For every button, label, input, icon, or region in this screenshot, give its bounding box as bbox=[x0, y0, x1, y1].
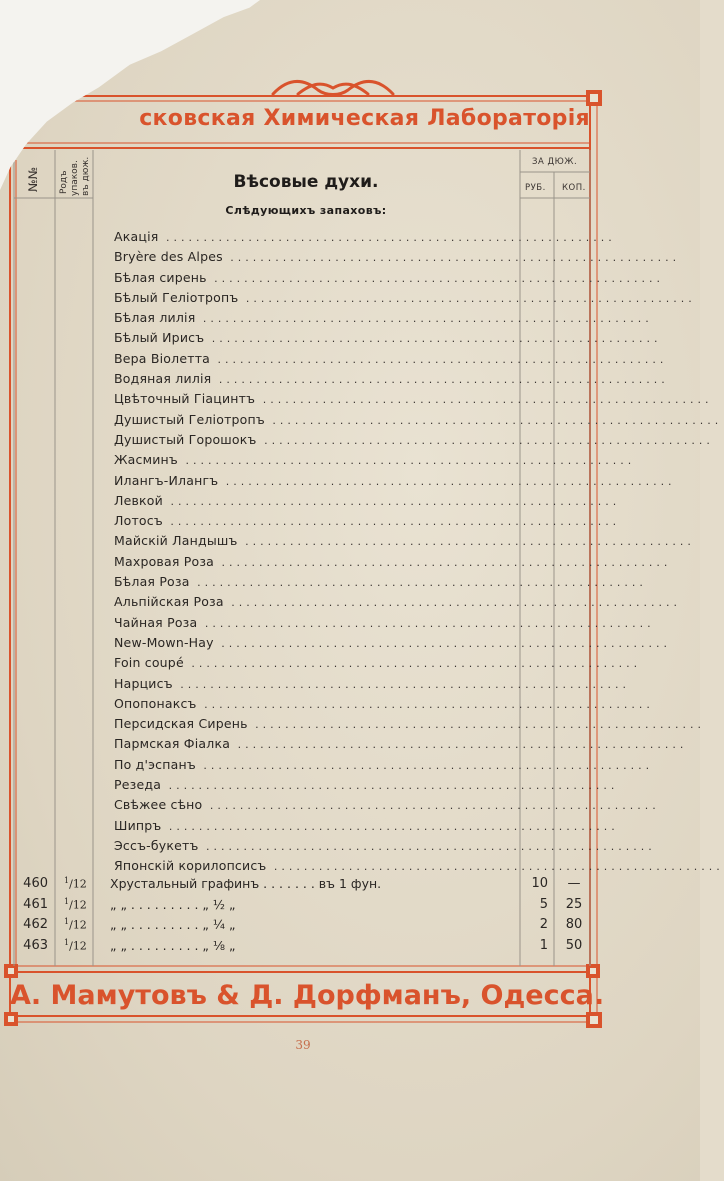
scent-item bbox=[114, 653, 642, 673]
scent-name: Альпійская Роза bbox=[114, 594, 224, 610]
column-pack-header-1: Родъ bbox=[59, 170, 69, 194]
scent-name: Персидская Сирень bbox=[114, 716, 248, 732]
scent-item bbox=[114, 572, 647, 592]
scent-item bbox=[114, 836, 656, 856]
scent-item bbox=[114, 389, 713, 409]
pack-denominator: 12 bbox=[72, 918, 87, 932]
dot-leader: ............................................................ bbox=[195, 758, 654, 772]
kop-header: КОП. bbox=[562, 183, 586, 193]
scent-list bbox=[114, 227, 724, 877]
scent-item bbox=[114, 247, 681, 267]
pack-numerator: 1 bbox=[64, 896, 70, 906]
item-description: „ „ . . . . . . . . . „ ¼ „ bbox=[110, 917, 236, 932]
scent-item bbox=[114, 328, 662, 348]
dot-leader: ............................................................ bbox=[195, 312, 653, 326]
dot-leader: ............................................................ bbox=[198, 839, 656, 853]
dot-leader: ............................................................ bbox=[230, 738, 688, 752]
scent-item bbox=[114, 714, 705, 734]
dot-leader: ............................................................ bbox=[177, 454, 636, 468]
scent-item bbox=[114, 471, 676, 491]
item-number: 460 bbox=[23, 876, 48, 891]
scent-item bbox=[114, 511, 621, 531]
item-pack-size: $^1$/12 bbox=[64, 937, 87, 953]
scent-item bbox=[114, 491, 621, 511]
item-price-kop: — bbox=[567, 876, 581, 891]
scent-name: По д'эспанъ bbox=[114, 756, 196, 772]
dot-leader: ............................................................ bbox=[255, 393, 713, 407]
table-row bbox=[0, 917, 600, 938]
footer-title: А. Мамутовъ & Д. Дорфманъ, Одесса. bbox=[10, 980, 605, 1011]
scent-item bbox=[114, 775, 619, 795]
scent-name: Резеда bbox=[114, 777, 162, 793]
scent-item bbox=[114, 430, 714, 450]
scent-item bbox=[114, 288, 696, 308]
scent-item bbox=[114, 633, 672, 653]
item-pack-size: $^1$/12 bbox=[64, 896, 87, 912]
table-row bbox=[0, 897, 600, 918]
pack-denominator: 12 bbox=[72, 877, 87, 891]
dot-leader: ............................................................ bbox=[197, 616, 655, 630]
table-row bbox=[0, 876, 600, 897]
scent-item bbox=[114, 795, 660, 815]
dot-leader: ............................................................ bbox=[206, 271, 664, 285]
scent-item bbox=[114, 694, 654, 714]
page-number: 39 bbox=[295, 1038, 311, 1052]
scent-name: Акація bbox=[114, 229, 159, 244]
item-number: 462 bbox=[23, 917, 48, 932]
scent-name: Илангъ-Илангъ bbox=[114, 472, 219, 488]
table-row bbox=[0, 938, 600, 959]
scent-name: Пармская Фіалка bbox=[114, 736, 231, 752]
item-description: Хрустальный графинъ . . . . . . . въ 1 фун. bbox=[110, 876, 382, 891]
header-title: сковская Химическая Лабораторія bbox=[139, 106, 590, 131]
pack-denominator: 12 bbox=[72, 939, 87, 953]
dot-leader: ............................................................ bbox=[214, 555, 672, 569]
scent-name: Бѣлая лилія bbox=[114, 310, 196, 326]
dot-leader: ............................................................ bbox=[266, 860, 724, 874]
scent-item bbox=[114, 755, 654, 775]
pack-denominator: 12 bbox=[72, 898, 87, 912]
dot-leader: ............................................................ bbox=[218, 474, 676, 488]
dot-leader: ............................................................ bbox=[161, 819, 619, 833]
scent-name: Левкой bbox=[114, 492, 163, 508]
dot-leader: ............................................................ bbox=[204, 332, 662, 346]
dot-leader: ............................................................ bbox=[158, 231, 616, 244]
section-subtitle: Слѣдующихъ запаховъ: bbox=[225, 204, 387, 217]
pack-numerator: 1 bbox=[64, 876, 70, 885]
scent-item bbox=[114, 410, 723, 430]
item-price-rub: 2 bbox=[539, 917, 548, 932]
item-price-rub: 5 bbox=[539, 896, 548, 912]
dot-leader: ............................................................ bbox=[222, 251, 681, 265]
scent-item bbox=[114, 369, 669, 389]
scent-name: Жасминъ bbox=[114, 452, 178, 468]
scent-name: Бѣлая сирень bbox=[114, 269, 207, 285]
item-price-kop: 25 bbox=[565, 896, 583, 912]
scent-name: Шипръ bbox=[114, 817, 162, 833]
scent-name: Бѣлая Роза bbox=[114, 574, 190, 590]
scent-item bbox=[114, 592, 682, 612]
section-title: Вѣсовые духи. bbox=[233, 172, 379, 192]
scent-name: Foin coupé bbox=[114, 655, 184, 671]
dot-leader: ............................................................ bbox=[202, 799, 660, 813]
column-number-header: №№ bbox=[26, 167, 40, 192]
pack-numerator: 1 bbox=[64, 917, 70, 926]
scent-name: Нарцисъ bbox=[114, 675, 173, 691]
dot-leader: ............................................................ bbox=[247, 718, 705, 732]
dot-leader: ............................................................ bbox=[172, 677, 631, 691]
header-ornament bbox=[268, 76, 398, 98]
scent-name: Махровая Роза bbox=[114, 553, 215, 569]
dot-leader: ............................................................ bbox=[213, 636, 672, 650]
item-number: 461 bbox=[23, 896, 48, 912]
dot-leader: ............................................................ bbox=[161, 779, 619, 793]
item-pack-size: $^1$/12 bbox=[64, 876, 87, 891]
scent-name: Майскій Ландышъ bbox=[114, 533, 238, 549]
scent-item bbox=[114, 308, 653, 328]
dot-leader: ............................................................ bbox=[237, 535, 695, 549]
dot-leader: ............................................................ bbox=[189, 576, 647, 590]
dot-leader: ............................................................ bbox=[264, 413, 723, 427]
scent-name: Водяная лилія bbox=[114, 371, 212, 387]
item-pack-size: $^1$/12 bbox=[64, 917, 87, 932]
pack-numerator: 1 bbox=[64, 937, 70, 947]
scent-name: Душистый Геліотропъ bbox=[114, 411, 265, 427]
column-pack-header-3: въ дюж. bbox=[81, 156, 91, 196]
dot-leader: ............................................................ bbox=[196, 697, 654, 711]
item-price-kop: 80 bbox=[565, 917, 583, 932]
scent-item bbox=[114, 816, 619, 836]
scent-name: Бѣлый Геліотропъ bbox=[114, 289, 239, 305]
price-group-header: ЗА ДЮЖ. bbox=[532, 157, 578, 167]
scent-name: Бѣлый Ирисъ bbox=[114, 330, 205, 346]
scent-item bbox=[114, 552, 672, 572]
scent-item bbox=[114, 349, 668, 369]
dot-leader: ............................................................ bbox=[162, 494, 621, 508]
dot-leader: ............................................................ bbox=[162, 515, 621, 529]
scent-name: Вера Віолетта bbox=[114, 350, 211, 366]
item-price-rub: 10 bbox=[531, 876, 548, 891]
dot-leader: ............................................................ bbox=[238, 291, 696, 305]
dot-leader: ............................................................ bbox=[256, 433, 714, 447]
scent-name: Bryère des Alpes bbox=[114, 249, 223, 265]
scent-item bbox=[114, 674, 631, 694]
scent-item bbox=[114, 227, 616, 247]
item-price-kop: 50 bbox=[565, 937, 583, 953]
scent-name: Душистый Горошокъ bbox=[114, 431, 257, 447]
scent-name: Лотосъ bbox=[114, 513, 163, 529]
scent-item bbox=[114, 450, 636, 470]
scent-name: Цвѣточный Гіацинтъ bbox=[114, 391, 256, 407]
item-number: 463 bbox=[23, 937, 48, 953]
scent-item bbox=[114, 613, 655, 633]
dot-leader: ............................................................ bbox=[211, 373, 669, 387]
scent-item bbox=[114, 531, 695, 551]
scent-name: Опопонаксъ bbox=[114, 695, 197, 711]
scent-name: Чайная Роза bbox=[114, 614, 198, 630]
scent-item bbox=[114, 856, 724, 876]
item-description: „ „ . . . . . . . . . „ ⅛ „ bbox=[110, 937, 236, 953]
rub-header: РУБ. bbox=[525, 183, 546, 193]
item-price-rub: 1 bbox=[539, 937, 548, 953]
scent-item bbox=[114, 734, 688, 754]
dot-leader: ............................................................ bbox=[183, 657, 642, 671]
scent-name: New-Mown-Hay bbox=[114, 634, 214, 650]
scent-name: Эссъ-букетъ bbox=[114, 837, 199, 853]
column-pack-header-2: упаков. bbox=[70, 160, 80, 196]
scent-name: Японскій корилопсисъ bbox=[114, 858, 267, 874]
scent-item bbox=[114, 268, 664, 288]
item-description: „ „ . . . . . . . . . „ ½ „ bbox=[110, 896, 236, 912]
dot-leader: ............................................................ bbox=[223, 596, 682, 610]
dot-leader: ............................................................ bbox=[210, 352, 668, 366]
scent-name: Свѣжее сѣно bbox=[114, 797, 203, 813]
